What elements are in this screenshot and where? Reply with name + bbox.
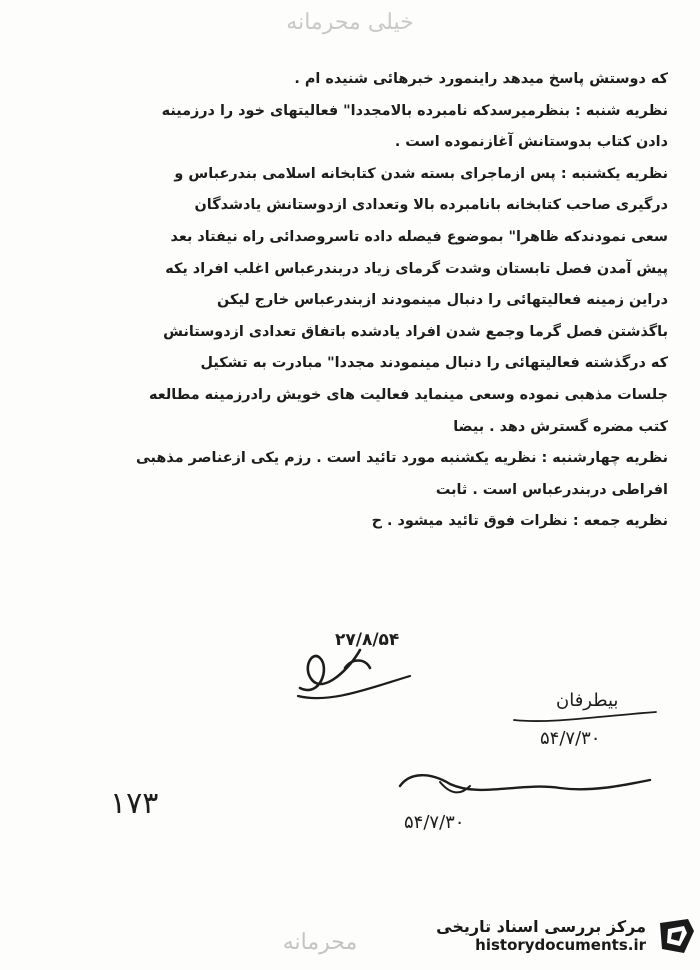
classification-stamp-top: خیلی محرمانه	[286, 10, 414, 35]
archive-emblem-icon	[654, 913, 698, 957]
body-line: که دوستش پاسخ میدهد راینمورد خبرهائی شنیده ام .	[294, 71, 668, 87]
body-line: نظریه جمعه : نظرات فوق تائید میشود . ح	[371, 513, 668, 530]
classification-stamp-bottom: محرمانه	[282, 930, 358, 955]
body-line: نظریه شنبه : بنظرمیرسدکه نامبرده بالامجددا" فعالیتهای خود را درزمینه	[161, 102, 668, 119]
body-line: باگذشتن فصل گرما وجمع شدن افراد یادشده باتفاق تعدادی ازدوستانش	[163, 323, 668, 340]
archive-footer-logo	[414, 910, 698, 960]
body-line: کتب مضره گسترش دهد . بیضا	[453, 418, 668, 435]
footer-url: historydocuments.ir	[475, 935, 646, 954]
signature-3	[380, 764, 670, 814]
footer-title: مرکز بررسی اسناد تاریخی	[436, 916, 646, 936]
document-body	[48, 64, 668, 538]
body-line: نظریه چهارشنبه : نظریه یکشنبه مورد تائید است . رزم یکی ازعناصر مذهبی	[135, 450, 668, 467]
body-line: درگیری صاحب کتابخانه بانامبرده بالا وتعدادی ازدوستانش یادشدگان	[194, 197, 668, 214]
footer-text-block	[436, 917, 646, 954]
signature-2-date: ۵۴/۷/۳۰	[540, 728, 601, 749]
body-line: پیش آمدن فصل تابستان وشدت گرمای زیاد دربندرعباس اغلب افراد یکه	[165, 260, 668, 277]
body-line: سعی نمودندکه ظاهرا" بموضوع فیصله داده تاسروصدائی راه نیفتاد بعد	[170, 228, 668, 245]
signature-1-date: ۲۷/۸/۵۴	[335, 630, 400, 650]
body-line: جلسات مذهبی نموده وسعی مینماید فعالیت های خویش رادرزمینه مطالعه	[149, 386, 668, 403]
body-line: دادن کتاب بدوستانش آغازنموده است .	[394, 134, 668, 151]
signature-2-underline-icon	[510, 698, 660, 728]
body-line: نظریه یکشنبه : پس ازماجرای بسته شدن کتابخانه اسلامی بندرعباس و	[174, 165, 668, 182]
signature-2-name: بیطرفان	[556, 690, 619, 711]
body-line: دراین زمینه فعالیتهائی را دنبال مینمودند ازبندرعباس خارج لیکن	[217, 292, 668, 309]
body-line: افراطی دربندرعباس است . ثابت	[435, 481, 668, 498]
body-line: که درگذشته فعالیتهائی را دنبال مینمودند مجددا" مبادرت به تشکیل	[200, 355, 668, 372]
signature-2	[510, 698, 660, 728]
page-number: ۱۷۳	[110, 786, 159, 821]
signature-3-scribble-icon	[380, 764, 670, 814]
signature-3-date: ۵۴/۷/۳۰	[404, 812, 465, 833]
